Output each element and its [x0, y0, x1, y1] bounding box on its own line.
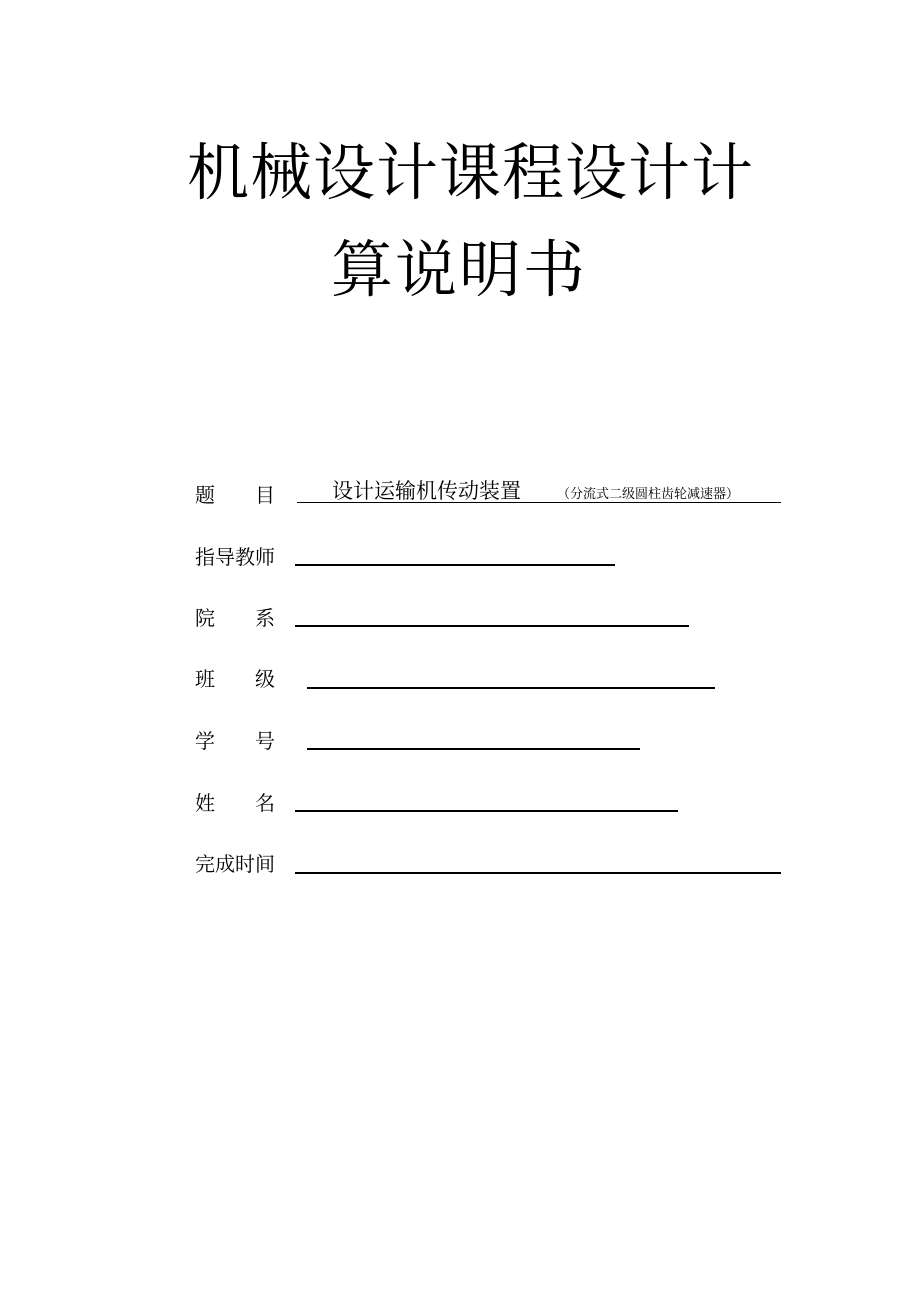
student-id-label: 学 号 — [195, 729, 275, 753]
student-id-field — [195, 726, 645, 756]
completion-time-field — [195, 849, 787, 879]
topic-label: 题 目 — [195, 483, 275, 507]
topic-note: （分流式二级圆柱齿轮减速器） — [557, 487, 740, 502]
class-field — [195, 664, 720, 694]
student-id-underline — [307, 748, 640, 750]
name-label: 姓 名 — [195, 791, 275, 815]
class-underline — [307, 687, 715, 689]
name-underline — [295, 810, 678, 812]
class-label: 班 级 — [195, 667, 275, 691]
advisor-label: 指导教师 — [195, 545, 275, 569]
completion-time-label: 完成时间 — [195, 852, 275, 876]
department-underline — [295, 625, 689, 627]
name-field — [195, 788, 685, 818]
advisor-field — [195, 542, 625, 572]
topic-underline — [297, 502, 781, 503]
advisor-underline — [295, 564, 615, 566]
topic-field — [195, 480, 785, 510]
department-label: 院 系 — [195, 606, 275, 630]
department-field — [195, 603, 695, 633]
title-line-2: 算说明书 — [331, 233, 588, 306]
topic-value[interactable]: 设计运输机传动装置 — [332, 479, 521, 503]
title-line-1: 机械设计课程设计计 — [187, 136, 755, 209]
completion-time-underline — [295, 872, 781, 874]
